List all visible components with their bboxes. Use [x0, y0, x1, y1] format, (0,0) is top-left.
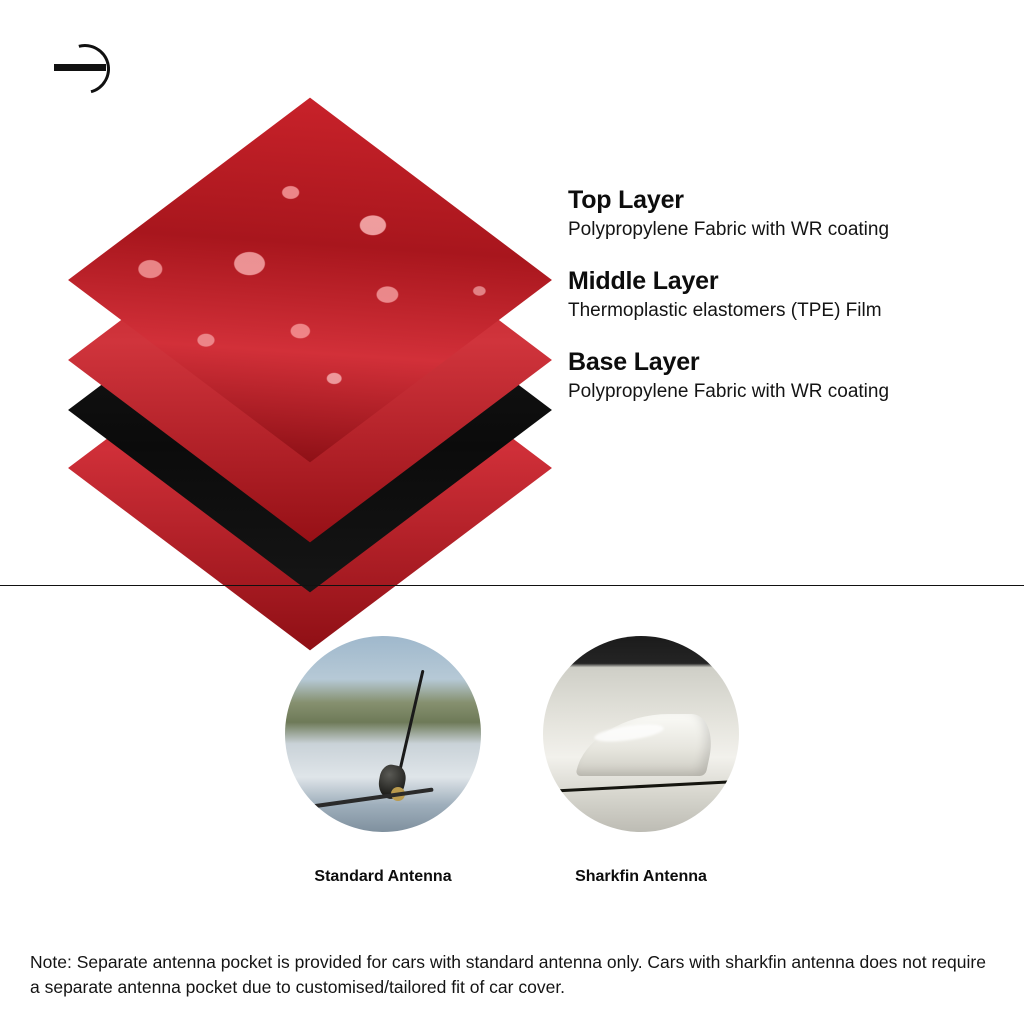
- layer-entry-base: [568, 348, 998, 403]
- brand-logo-icon: [54, 44, 110, 88]
- antenna-item-standard: [278, 636, 488, 886]
- middle-layer-title: Middle Layer: [568, 267, 719, 295]
- sharkfin-antenna-caption: Sharkfin Antenna: [575, 868, 707, 885]
- middle-layer-description: Thermoplastic elastomers (TPE) Film: [568, 300, 882, 321]
- top-layer-title: Top Layer: [568, 186, 684, 214]
- standard-antenna-caption: Standard Antenna: [314, 868, 452, 885]
- sharkfin-antenna-photo: [543, 636, 739, 832]
- antenna-pocket-note: Note: Separate antenna pocket is provided for cars with standard antenna only. Cars with sharkfin antenna does not require a separate antenna pocket due to customised/tailored fit of car cover.: [30, 951, 986, 997]
- top-layer-description: Polypropylene Fabric with WR coating: [568, 219, 890, 240]
- antenna-comparison: [0, 636, 1024, 886]
- section-divider: [0, 585, 1024, 586]
- base-layer-title: Base Layer: [568, 348, 700, 376]
- layers-diagram: [60, 140, 560, 520]
- car-roofline-shape: [543, 780, 739, 793]
- layer-entry-top: [568, 186, 998, 241]
- logo-bar-shape: [54, 64, 106, 71]
- standard-antenna-photo: [285, 636, 481, 832]
- windshield-wiper-shape: [297, 787, 433, 810]
- layer-descriptions: [568, 186, 998, 429]
- antenna-item-sharkfin: [536, 636, 746, 886]
- logo-bar-highlight-shape: [82, 71, 106, 75]
- layer-entry-middle: [568, 267, 998, 322]
- base-layer-description: Polypropylene Fabric with WR coating: [568, 381, 890, 402]
